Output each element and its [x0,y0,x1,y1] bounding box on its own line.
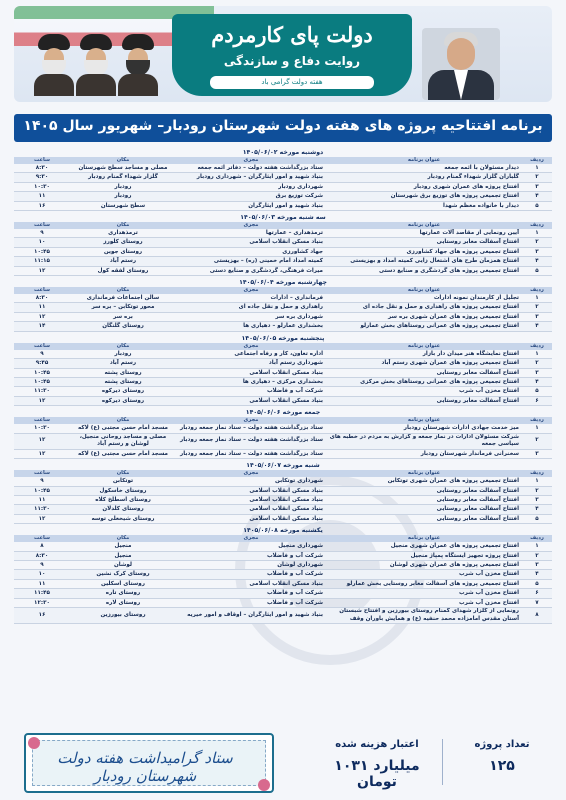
cell-no: ۲ [522,486,552,495]
table-row [14,396,552,405]
cell-exec: شهرداری توتکابن [176,477,326,486]
cell-title: افتتاح آسفالت معابر روستایی [326,238,522,247]
budget-value: ۱۰۳۱ میلیارد تومان [334,758,420,790]
table-row [14,229,552,238]
leader-portrait-right [118,34,158,96]
column-header-exec: مجری [176,222,326,229]
cell-exec: بنیاد شهید و امور ایثارگران [176,201,326,210]
cell-loc: رستم آباد [70,359,176,368]
cell-exec: بنیاد مسکن انقلاب اسلامی [176,486,326,495]
president-portrait [422,28,500,100]
cell-time: ۹ [14,350,70,359]
table-row [14,377,552,386]
cell-title: افتتاح همزمان طرح های اشتغال زایی کمیته امداد و بهزیستی [326,257,522,266]
cell-title: افتتاح آسفالت معابر روستایی [326,495,522,504]
cell-title: گلباران گلزار شهداء گمنام رودبار [326,173,522,182]
cell-no: ۵ [522,266,552,275]
column-header-loc: مکان [70,470,176,477]
cell-loc: روستای پشته [70,368,176,377]
column-header-loc: مکان [70,287,176,294]
cell-exec: شرکت توزیع برق [176,192,326,201]
cell-no: ۲ [522,551,552,560]
cell-time: ۱۰:۴۵ [14,247,70,256]
schedule-table [14,287,552,332]
cell-no: ۱ [522,424,552,433]
cell-title: آیین رونمایی از مقاصد آلات عمارتها [326,229,522,238]
cell-exec: ترمذهداری – عمارتها [176,229,326,238]
program-title: برنامه افتتاحیه پروژه های هفته دولت شهرستان رودبار– شهریور سال ۱۴۰۵ [23,118,543,134]
cell-title: میز خدمت جهادی ادارات شهرستان رودبار [326,424,522,433]
cell-loc: روستای خاسکول [70,486,176,495]
cell-no: ۲ [522,238,552,247]
cell-no: ۶ [522,396,552,405]
cell-no: ۳ [522,368,552,377]
tagline: هفته دولت گرامی باد [210,76,374,89]
table-row [14,433,552,449]
cell-exec: بخشداری عمارلو – دهیاری ها [176,322,326,331]
cell-time: ۱۰:۴۵ [14,377,70,386]
leader-portrait-left [34,34,74,96]
table-row [14,303,552,312]
schedule-tables [14,148,552,626]
cell-no: ۱ [522,294,552,303]
cell-exec: کمیته امداد امام خمینی (ره) – بهزیستی [176,257,326,266]
cell-title: افتتاح تجمیعی پروژه های توزیع برق شهرستان [326,192,522,201]
column-header-title: عنوان برنامه [326,470,522,477]
cell-loc: مسجد امام حسن مجتبی (ع) لاکه [70,424,176,433]
cell-exec: شهرداری رستم آباد [176,359,326,368]
project-count-label: تعداد پروژه [474,739,530,750]
day-title: چهارشنبه مورخه ۱۴۰۵/۰۶/۰۴ [239,279,327,287]
cell-title: افتتاح تجمیعی پروژه های عمران شهری رستم آباد [326,359,522,368]
cell-loc: روستای لفقه کول [70,266,176,275]
column-header-no: ردیف [522,470,552,477]
cell-no: ۵ [522,387,552,396]
cell-loc: روستای لاره [70,598,176,607]
cell-exec: ستاد بزرگداشت هفته دولت – دفاتر ائمه جمعه [176,164,326,173]
cell-loc: روستای دیرکوه [70,396,176,405]
column-header-title: عنوان برنامه [326,222,522,229]
column-header-loc: مکان [70,417,176,424]
cell-exec: بخشداری مرکزی – دهیاری ها [176,377,326,386]
cell-loc: رودبار [70,182,176,191]
cell-title: تجلیل از کارمندان نمونه ادارات [326,294,522,303]
table-row [14,322,552,331]
table-header-row [14,287,552,294]
cell-exec: شهرداری رودبار [176,182,326,191]
cell-loc: توتکابن [70,477,176,486]
cell-loc: روستای اسطلخ کلاه [70,495,176,504]
table-row [14,542,552,551]
column-header-time: ساعت [14,287,70,294]
schedule-table [14,470,552,524]
cell-time: ۹:۳۰ [14,173,70,182]
table-header-row [14,417,552,424]
day-title: جمعه مورخه ۱۴۰۵/۰۶/۰۶ [245,409,321,417]
cell-title: افتتاح نمایشگاه هنر میدان دار بازار [326,350,522,359]
cell-exec: شرکت آب و فاضلاب [176,589,326,598]
cell-time: ۱۰:۳۰ [14,424,70,433]
cell-loc: سطح شهرستان [70,201,176,210]
cell-exec: بنیاد مسکن انقلاب اسلامی [176,238,326,247]
cell-time: ۱۰ [14,570,70,579]
project-count-value: ۱۲۵ [489,758,515,774]
day-block [14,278,552,332]
cell-title: افتتاح تجمیعی پروژه های عمرانی روستاهای بخش عمارلو [326,322,522,331]
column-header-exec: مجری [176,157,326,164]
stat-divider [442,739,443,785]
cell-title: رونمایی از گلزار شهدای گمنام روستای بیورزین و افتتاح شبستان آستان مقدس امامزاده محمد حنفیه (ع) و همایش باوران وقف [326,608,522,624]
cell-loc: روستای دیرکوه [70,387,176,396]
cell-title: افتتاح تجمیعی پروژه های عمران شهری لوشان [326,560,522,569]
cell-time: ۱۴ [14,322,70,331]
cell-time: ۸ [14,542,70,551]
cell-no: ۳ [522,560,552,569]
table-row [14,368,552,377]
footer [14,733,552,795]
day-title: سه شنبه مورخه ۱۴۰۵/۰۶/۰۳ [240,214,326,222]
budget-label: اعتبار هزینه شده [335,739,419,750]
table-row [14,477,552,486]
cell-time: ۱۲ [14,312,70,321]
cell-no: ۳ [522,247,552,256]
column-header-loc: مکان [70,222,176,229]
cell-exec: شهرداری منجیل [176,542,326,551]
cell-no: ۲ [522,173,552,182]
cell-loc: مصلی و مساجد سطح شهرستان [70,164,176,173]
cell-title: سخنرانی فرماندار شهرستان رودبار [326,449,522,458]
cell-time: ۱۶ [14,608,70,624]
column-header-time: ساعت [14,157,70,164]
cell-exec: فرمانداری – ادارات [176,294,326,303]
cell-loc: روستای جوین [70,247,176,256]
table-row [14,449,552,458]
table-row [14,173,552,182]
column-header-no: ردیف [522,417,552,424]
cell-loc: لوشان [70,560,176,569]
table-row [14,608,552,624]
table-row [14,266,552,275]
column-header-exec: مجری [176,287,326,294]
cell-time: ۹ [14,229,70,238]
cell-title: افتتاح تجمیعی پروژه های جهاد کشاورزی [326,247,522,256]
cell-loc: رودبار [70,192,176,201]
cell-loc: سالن اجتماعات فرمانداری [70,294,176,303]
cell-loc: روستای اسکلین [70,579,176,588]
table-row [14,182,552,191]
table-row [14,551,552,560]
cell-no: ۷ [522,598,552,607]
cell-exec: شرکت آب و فاضلاب [176,570,326,579]
cell-exec: بنیاد مسکن انقلاب اسلامی [176,514,326,523]
cell-no: ۴ [522,322,552,331]
day-block [14,213,552,276]
table-header-row [14,535,552,542]
cell-title: افتتاح آسفالت معابر روستایی [326,505,522,514]
cell-no: ۵ [522,514,552,523]
schedule-table [14,222,552,276]
cell-time: ۸:۳۰ [14,551,70,560]
table-row [14,294,552,303]
cell-loc: روستای کرک نشین [70,570,176,579]
column-header-exec: مجری [176,343,326,350]
cell-exec: جهاد کشاورزی [176,247,326,256]
cell-loc: منجیل [70,551,176,560]
schedule-table [14,535,552,624]
table-row [14,570,552,579]
cell-no: ۴ [522,570,552,579]
table-row [14,560,552,569]
cell-time: ۸:۳۰ [14,294,70,303]
cell-time: ۱۰ [14,238,70,247]
cell-title: افتتاح آسفالت معابر روستایی [326,396,522,405]
cell-loc: روستای بیورزین [70,608,176,624]
table-row [14,486,552,495]
budget-stat [314,733,440,793]
cell-time: ۸:۳۰ [14,164,70,173]
table-header-row [14,343,552,350]
table-row [14,589,552,598]
cell-time: ۱۰:۳۰ [14,182,70,191]
cell-exec: بنیاد مسکن انقلاب اسلامی [176,505,326,514]
cell-loc: روستای تاره [70,589,176,598]
cell-time: ۱۱ [14,192,70,201]
cell-loc: مسجد امام حسن مجتبی (ع) لاکه [70,449,176,458]
column-header-time: ساعت [14,417,70,424]
cell-time: ۱۱ [14,495,70,504]
cell-time: ۹ [14,477,70,486]
cell-exec: بنیاد مسکن انقلاب اسلامی [176,368,326,377]
cell-title: دیدار مسئولان با ائمه جمعه [326,164,522,173]
cell-no: ۴ [522,377,552,386]
cell-loc: محور توتکابن – بره سر [70,303,176,312]
cell-time: ۱۱:۴۵ [14,589,70,598]
summary-stats [314,733,552,793]
cell-title: شرکت مسئولان ادارات در نماز جمعه و گزارش به مردم در خطبه های سیاسی جمعه [326,433,522,449]
table-row [14,164,552,173]
cell-loc: روستای کلورز [70,238,176,247]
schedule-table [14,417,552,459]
cell-no: ۳ [522,312,552,321]
cell-no: ۴ [522,505,552,514]
table-row [14,579,552,588]
subtitle: روایت دفاع و سازندگی [223,54,361,68]
cell-loc: گلزار شهداء گمنام رودبار [70,173,176,182]
table-header-row [14,222,552,229]
table-row [14,312,552,321]
cell-loc: روستای پشته [70,377,176,386]
cell-no: ۱ [522,477,552,486]
day-block [14,461,552,524]
day-block [14,148,552,211]
cell-no: ۳ [522,449,552,458]
column-header-time: ساعت [14,470,70,477]
cell-title: دیدار با خانواده معظم شهدا [326,201,522,210]
cell-exec: شهرداری بره سر [176,312,326,321]
column-header-no: ردیف [522,287,552,294]
cell-title: افتتاح پروژه های عمران شهری رودبار [326,182,522,191]
cell-title: افتتاح مخزن آب شرب [326,598,522,607]
cell-title: افتتاح پروژه تجهیز ایستگاه پمپاژ منجیل [326,551,522,560]
table-row [14,424,552,433]
table-header-row [14,157,552,164]
cell-no: ۱ [522,164,552,173]
cell-exec: ستاد بزرگداشت هفته دولت – ستاد نماز جمعه رودبار [176,433,326,449]
cell-loc: روستای کلدلان [70,505,176,514]
cell-title: افتتاح مخزن آب شرب [326,570,522,579]
cell-exec: شهرداری لوشان [176,560,326,569]
cell-title: افتتاح تجمیعی پروژه های عمرانی روستاهای بخش مرکزی [326,377,522,386]
schedule-table [14,343,552,406]
cell-no: ۲ [522,359,552,368]
cell-time: ۱۱:۱۵ [14,257,70,266]
cell-loc: روستای گلنگان [70,322,176,331]
column-header-exec: مجری [176,535,326,542]
cell-title: افتتاح آسفالت معابر روستایی [326,486,522,495]
day-title: پنجشنبه مورخه ۱۴۰۵/۰۶/۰۵ [241,334,325,342]
day-block [14,334,552,406]
table-row [14,238,552,247]
column-header-loc: مکان [70,535,176,542]
cell-time: ۱۲ [14,433,70,449]
table-row [14,201,552,210]
cell-title: افتتاح آسفالت معابر روستایی [326,368,522,377]
cell-exec: بنیاد مسکن انقلاب اسلامی [176,579,326,588]
column-header-title: عنوان برنامه [326,287,522,294]
table-row [14,598,552,607]
cell-no: ۴ [522,257,552,266]
table-row [14,495,552,504]
cell-exec: بنیاد شهید و امور ایثارگران – اوقاف و امور خیریه [176,608,326,624]
table-row [14,257,552,266]
flower-ornament [28,737,40,749]
table-row [14,192,552,201]
cell-exec: بنیاد مسکن انقلاب اسلامی [176,495,326,504]
cell-loc: رستم آباد [70,257,176,266]
column-header-exec: مجری [176,417,326,424]
cell-time: ۱۱ [14,579,70,588]
day-title: دوشنبه مورخه ۱۴۰۵/۰۶/۰۲ [242,149,324,156]
table-row [14,505,552,514]
cell-time: ۱۲ [14,266,70,275]
cell-title: افتتاح تجمیعی پروژه های عمران شهری توتکابن [326,477,522,486]
column-header-loc: مکان [70,343,176,350]
cell-loc: مصلی و مساجد روحانی منجیل، لوشان و رستم آباد [70,433,176,449]
cell-time: ۱۱ [14,303,70,312]
day-block [14,526,552,624]
column-header-no: ردیف [522,535,552,542]
cell-time: ۱۰:۴۵ [14,368,70,377]
table-row [14,514,552,523]
column-header-no: ردیف [522,222,552,229]
cell-title: افتتاح مخزن آب شرب [326,589,522,598]
table-row [14,387,552,396]
project-count-stat [452,733,552,793]
cell-exec: شرکت آب و فاضلاب [176,387,326,396]
cell-time: ۱۲ [14,396,70,405]
cell-no: ۸ [522,608,552,624]
cell-time: ۱۶ [14,201,70,210]
cell-loc: ترمذهداری [70,229,176,238]
cell-time: ۱۲:۳۰ [14,598,70,607]
cell-exec: میراث فرهنگی، گردشگری و صنایع دستی [176,266,326,275]
cell-no: ۵ [522,579,552,588]
cell-loc: رودبار [70,350,176,359]
cell-title: افتتاح تجمیعی پروژه های عمران شهری منجیل [326,542,522,551]
cell-title: افتتاح مخزن آب شرب [326,387,522,396]
column-header-time: ساعت [14,535,70,542]
cell-exec: شرکت آب و فاضلاب [176,598,326,607]
cell-exec: بنیاد مسکن انقلاب اسلامی [176,396,326,405]
column-header-title: عنوان برنامه [326,535,522,542]
cell-exec: اداره تعاون، کار و رفاه اجتماعی [176,350,326,359]
column-header-time: ساعت [14,343,70,350]
day-title: شنبه مورخه ۱۴۰۵/۰۶/۰۷ [246,462,320,470]
day-title: یکشنبه مورخه ۱۴۰۵/۰۶/۰۸ [243,527,323,535]
main-title: دولت پای کارمردم [211,22,373,47]
cell-no: ۳ [522,182,552,191]
cell-exec: ستاد بزرگداشت هفته دولت – ستاد نماز جمعه رودبار [176,449,326,458]
cell-title: افتتاح تجمیعی پروژه های عمران شهری بره سر [326,312,522,321]
cell-title: افتتاح تجمیعی پروژه های گردشگری و صنایع دستی [326,266,522,275]
leader-portrait-center [76,34,116,96]
cell-no: ۶ [522,589,552,598]
cell-no: ۱ [522,229,552,238]
cell-title: افتتاح تجمیعی پروژه های آسفالت معابر روستایی بخش عمارلو [326,579,522,588]
cell-loc: منجیل [70,542,176,551]
column-header-exec: مجری [176,470,326,477]
cell-time: ۱۰:۴۵ [14,486,70,495]
cell-loc: بره سر [70,312,176,321]
cell-title: افتتاح آسفالت معابر روستایی [326,514,522,523]
cell-no: ۲ [522,433,552,449]
column-header-time: ساعت [14,222,70,229]
organizer-calligraphy: ستاد گرامیداشت هفته دولت شهرستان رودبار [57,749,233,785]
cell-time: ۱۱:۳۰ [14,387,70,396]
column-header-title: عنوان برنامه [326,343,522,350]
column-header-title: عنوان برنامه [326,417,522,424]
cell-exec: شرکت آب و فاضلاب [176,551,326,560]
table-header-row [14,470,552,477]
cell-time: ۱۱:۳۰ [14,505,70,514]
cell-loc: روستای شیخعلی توسه [70,514,176,523]
cell-no: ۱ [522,542,552,551]
cell-exec: راهداری و حمل و نقل جاده ای [176,303,326,312]
day-block [14,408,552,459]
column-header-no: ردیف [522,157,552,164]
table-row [14,247,552,256]
column-header-title: عنوان برنامه [326,157,522,164]
column-header-loc: مکان [70,157,176,164]
cell-time: ۹:۴۵ [14,359,70,368]
cell-no: ۱ [522,350,552,359]
table-row [14,359,552,368]
cell-no: ۳ [522,495,552,504]
cell-time: ۱۲ [14,514,70,523]
table-row [14,350,552,359]
cell-exec: بنیاد شهید و امور ایثارگران – شهرداری رودبار [176,173,326,182]
cell-exec: ستاد بزرگداشت هفته دولت – ستاد نماز جمعه رودبار [176,424,326,433]
cell-no: ۵ [522,201,552,210]
column-header-no: ردیف [522,343,552,350]
cell-title: افتتاح تجمیعی پروژه های راهداری و حمل و نقل جاده ای [326,303,522,312]
cell-no: ۴ [522,192,552,201]
schedule-table [14,157,552,211]
cell-time: ۹ [14,560,70,569]
cell-no: ۲ [522,303,552,312]
cell-time: ۱۲ [14,449,70,458]
